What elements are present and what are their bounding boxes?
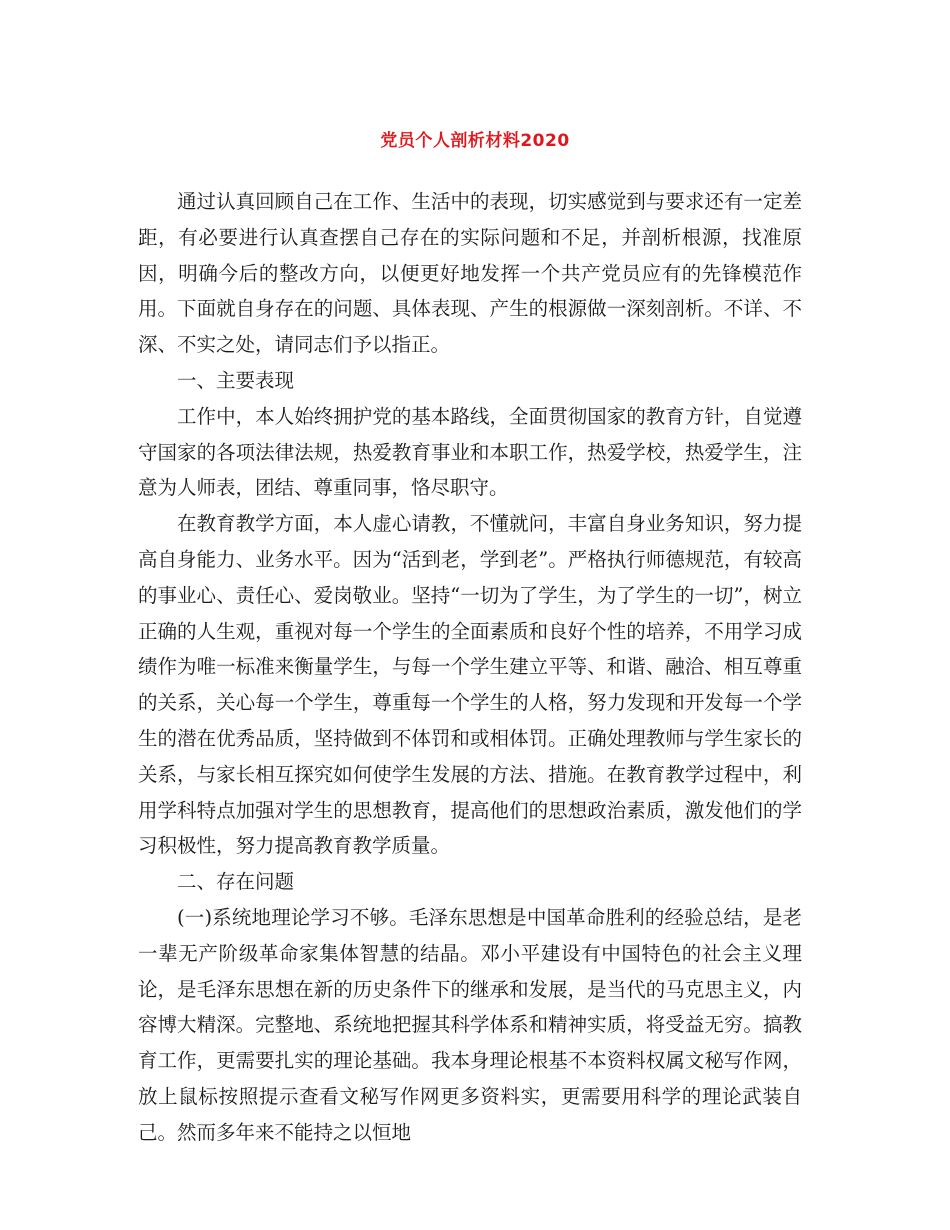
- document-body: [138, 184, 802, 1151]
- section-heading-problems: 二、存在问题: [177, 870, 295, 894]
- document-title: 党员个人剖析材料2020: [380, 131, 570, 151]
- paragraph-work: 工作中，本人始终拥护党的基本路线，全面贯彻国家的教育方针，自觉遵守国家的各项法律法规，热爱教育事业和本职工作，热爱学校，热爱学生，注意为人师表，团结、尊重同事，恪尽职守。: [138, 404, 802, 500]
- section-heading-main-performance: 一、主要表现: [177, 368, 295, 392]
- paragraph-intro: 通过认真回顾自己在工作、生活中的表现，切实感觉到与要求还有一定差距，有必要进行认真查摆自己存在的实际问题和不足，并剖析根源，找准原因，明确今后的整改方向，以便更好地发挥一个共产党员应有的先锋模范作用。下面就自身存在的问题、具体表现、产生的根源做一深刻剖析。不详、不深、不实之处，请同志们予以指正。: [138, 190, 802, 357]
- paragraph-teaching: 在教育教学方面，本人虚心请教，不懂就问，丰富自身业务知识，努力提高自身能力、业务水平。因为“活到老，学到老”。严格执行师德规范，有较高的事业心、责任心、爱岗敬业。坚持“一切为了学生，为了学生的一切”，树立正确的人生观，重视对每一个学生的全面素质和良好个性的培养，不用学习成绩作为唯一标准来衡量学生，与每一个学生建立平等、和谐、融洽、相互尊重的关系，关心每一个学生，尊重每一个学生的人格，努力发现和开发每一个学生的潜在优秀品质，坚持做到不体罚和或相体罚。正确处理教师与学生家长的关系，与家长相互探究如何使学生发展的方法、措施。在教育教学过程中，利用学科特点加强对学生的思想教育，提高他们的思想政治素质，激发他们的学习积极性，努力提高教育教学质量。: [138, 512, 802, 858]
- paragraph-theory-study: (一)系统地理论学习不够。毛泽东思想是中国革命胜利的经验总结，是老一辈无产阶级革命家集体智慧的结晶。邓小平建设有中国特色的社会主义理论，是毛泽东思想在新的历史条件下的继承和发展，是当代的马克思主义，内容博大精深。完整地、系统地把握其科学体系和精神实质，将受益无穷。搞教育工作，更需要扎实的理论基础。我本身理论根基不本资料权属文秘写作网，放上鼠标按照提示查看文秘写作网更多资料实，更需要用科学的理论武装自己。然而多年来不能持之以恒地: [138, 905, 802, 1144]
